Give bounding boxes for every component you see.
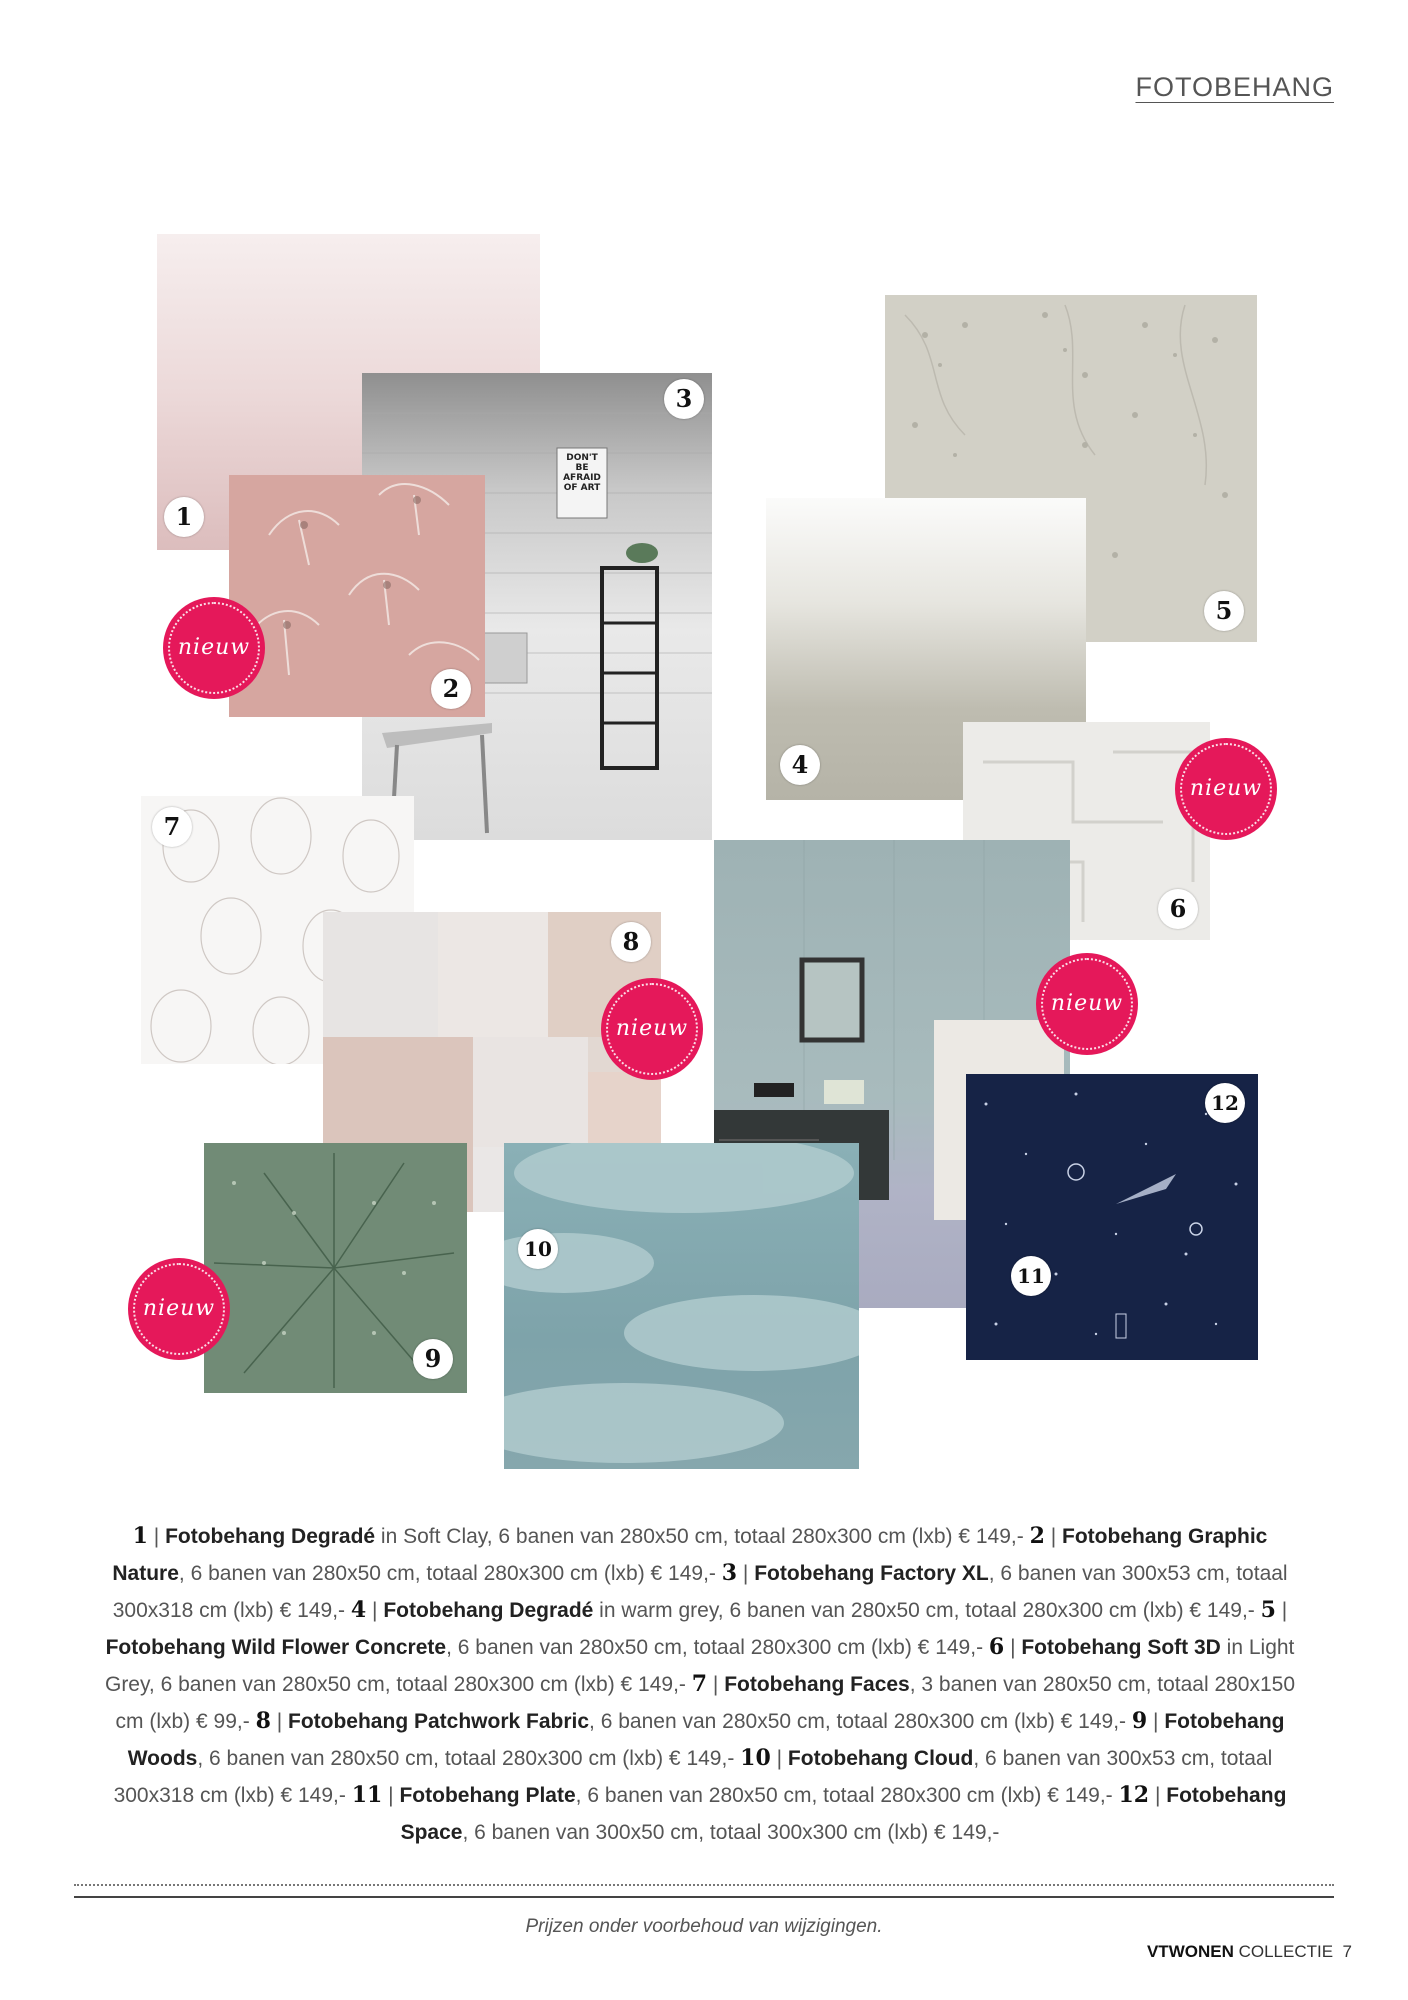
caption-item-7: 7 | Fotobehang Faces, 3 banen van 280x50 cm, totaal 280x150 cm (lxb) € 99,-	[115, 1671, 1296, 1733]
swatch-number-7: 7	[152, 807, 192, 847]
caption-item-1: 1 | Fotobehang Degradé in Soft Clay, 6 banen van 280x50 cm, totaal 280x300 cm (lxb) € 149,-	[132, 1523, 1024, 1549]
caption-item-10: 10 | Fotobehang Cloud, 6 banen van 300x53 cm, totaal 300x318 cm (lxb) € 149,-	[113, 1745, 1273, 1807]
caption-item-12: 12 | Fotobehang Space, 6 banen van 300x50 cm, totaal 300x300 cm (lxb) € 149,-	[400, 1782, 1287, 1844]
swatch-number-4: 4	[780, 745, 820, 785]
footer-section: COLLECTIE	[1238, 1942, 1334, 1961]
caption-item-9: 9 | Fotobehang Woods, 6 banen van 280x50 cm, totaal 280x300 cm (lxb) € 149,-	[127, 1708, 1285, 1770]
page-footer	[1147, 1942, 1352, 1962]
footer-brand: VTWONEN	[1146, 1942, 1234, 1961]
divider-solid	[74, 1896, 1334, 1898]
swatch-number-12: 12	[1205, 1083, 1245, 1123]
swatch-number-3: 3	[664, 379, 704, 419]
new-badge: nieuw	[128, 1258, 230, 1360]
caption-item-11: 11 | Fotobehang Plate, 6 banen van 280x50 cm, totaal 280x300 cm (lxb) € 149,-	[351, 1782, 1113, 1808]
swatch-number-11: 11	[1011, 1256, 1051, 1296]
poster-text: DON'T BE AFRAID OF ART	[563, 453, 601, 493]
new-badge: nieuw	[1036, 953, 1138, 1055]
caption-item-4: 4 | Fotobehang Degradé in warm grey, 6 banen van 280x50 cm, totaal 280x300 cm (lxb) € 149,-	[350, 1597, 1255, 1623]
swatch-number-9: 9	[413, 1339, 453, 1379]
swatch-10-cloud	[504, 1143, 859, 1469]
caption-item-6: 6 | Fotobehang Soft 3D in Light Grey, 6 banen van 280x50 cm, totaal 280x300 cm (lxb) € 149,-	[104, 1634, 1295, 1696]
swatch-number-2: 2	[431, 669, 471, 709]
swatch-number-5: 5	[1204, 591, 1244, 631]
new-badge: nieuw	[163, 597, 265, 699]
divider-dotted	[74, 1884, 1334, 1886]
swatch-number-8: 8	[611, 922, 651, 962]
caption-item-3: 3 | Fotobehang Factory XL, 6 banen van 300x53 cm, totaal 300x318 cm (lxb) € 149,-	[112, 1560, 1288, 1622]
price-disclaimer: Prijzen onder voorbehoud van wijzigingen.	[525, 1916, 883, 1937]
swatch-number-10: 10	[518, 1229, 558, 1269]
section-title: FOTOBEHANG	[1135, 72, 1334, 102]
product-captions	[100, 1518, 1300, 1851]
swatch-number-6: 6	[1158, 889, 1198, 929]
new-badge: nieuw	[601, 978, 703, 1080]
swatch-number-1: 1	[164, 497, 204, 537]
caption-item-2: 2 | Fotobehang Graphic Nature, 6 banen van 280x50 cm, totaal 280x300 cm (lxb) € 149,-	[112, 1523, 1268, 1585]
caption-item-5: 5 | Fotobehang Wild Flower Concrete, 6 banen van 280x50 cm, totaal 280x300 cm (lxb) € 149,-	[105, 1597, 1288, 1659]
page-number: 7	[1342, 1942, 1352, 1961]
cloud-pattern	[504, 1143, 859, 1469]
caption-item-8: 8 | Fotobehang Patchwork Fabric, 6 banen van 280x50 cm, totaal 280x300 cm (lxb) € 149,-	[255, 1708, 1127, 1734]
new-badge: nieuw	[1175, 738, 1277, 840]
